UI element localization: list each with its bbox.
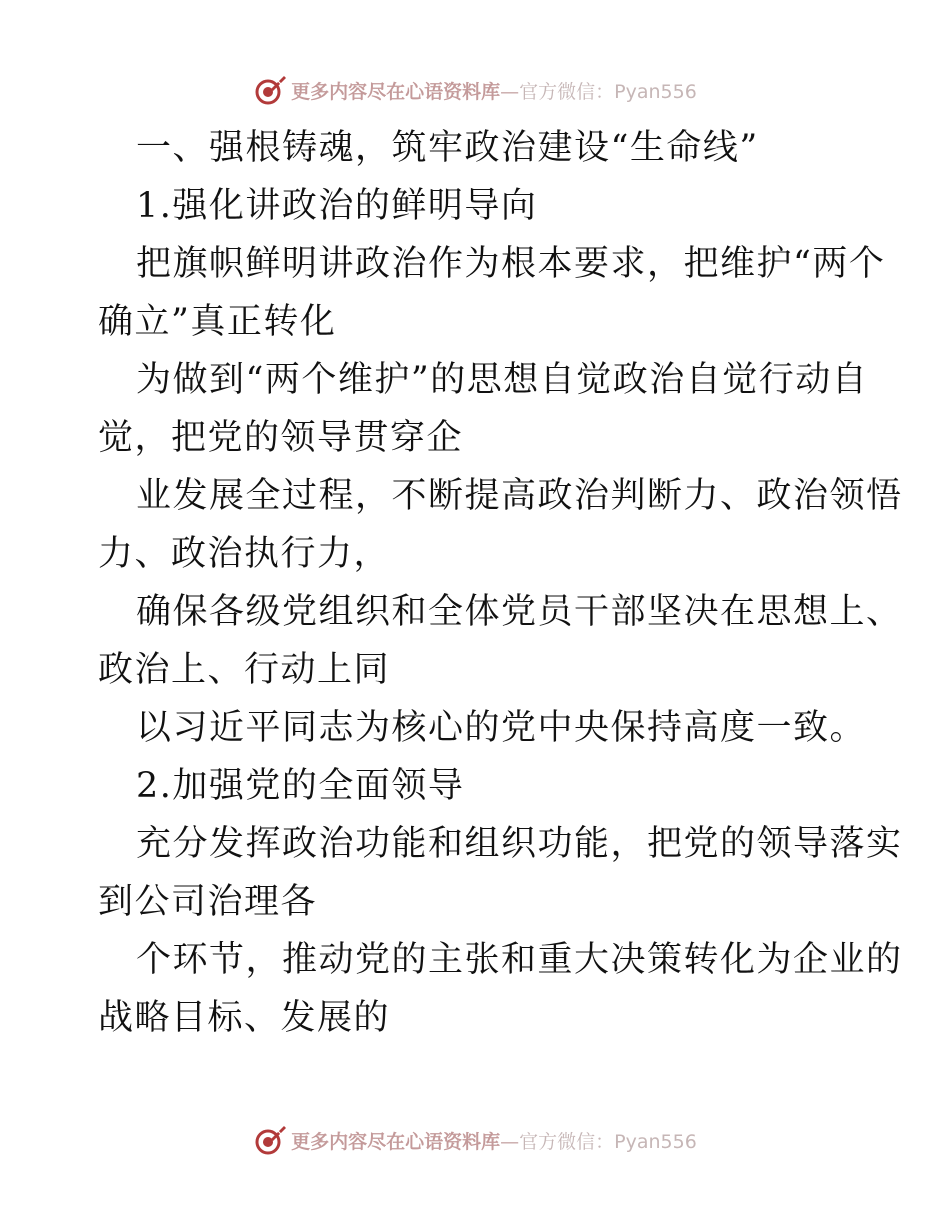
watermark-wechat: 官方微信：Pyan556	[519, 80, 697, 103]
subheading-2: 2.加强党的全面领导	[136, 766, 465, 806]
paragraph-line: 觉，把党的领导贯穿企	[98, 418, 464, 458]
subheading-1: 1.强化讲政治的鲜明导向	[136, 186, 538, 226]
pen-logo-icon	[253, 73, 287, 107]
paragraph-line: 以习近平同志为核心的党中央保持高度一致。	[136, 708, 867, 748]
paragraph-line: 战略目标、发展的	[98, 998, 391, 1038]
section-heading: 一、强根铸魂，筑牢政治建设“生命线”	[136, 128, 759, 168]
watermark-dash: —	[500, 1130, 520, 1153]
paragraph-line: 个环节，推动党的主张和重大决策转化为企业的	[136, 940, 903, 980]
paragraph-line: 把旗帜鲜明讲政治作为根本要求，把维护“两个	[136, 244, 886, 284]
watermark-wechat: 官方微信：Pyan556	[519, 1130, 697, 1153]
paragraph-line: 为做到“两个维护”的思想自觉政治自觉行动自	[136, 360, 869, 400]
paragraph-line: 确立”真正转化	[98, 302, 337, 342]
watermark-dash: —	[500, 80, 520, 103]
watermark-brand: 更多内容尽在心语资料库	[291, 80, 501, 103]
pen-logo-icon	[253, 1123, 287, 1157]
paragraph-line: 政治上、行动上同	[98, 650, 391, 690]
paragraph-line: 力、政治执行力，	[98, 534, 391, 574]
header-watermark	[0, 70, 950, 110]
paragraph-line: 充分发挥政治功能和组织功能，把党的领导落实	[136, 824, 903, 864]
watermark-text	[291, 77, 697, 104]
paragraph-line: 到公司治理各	[98, 882, 318, 922]
paragraph-line: 业发展全过程，不断提高政治判断力、政治领悟	[136, 476, 903, 516]
watermark-brand: 更多内容尽在心语资料库	[291, 1130, 501, 1153]
footer-watermark	[0, 1120, 950, 1160]
watermark-text	[291, 1127, 697, 1154]
paragraph-line: 确保各级党组织和全体党员干部坚决在思想上、	[136, 592, 903, 632]
